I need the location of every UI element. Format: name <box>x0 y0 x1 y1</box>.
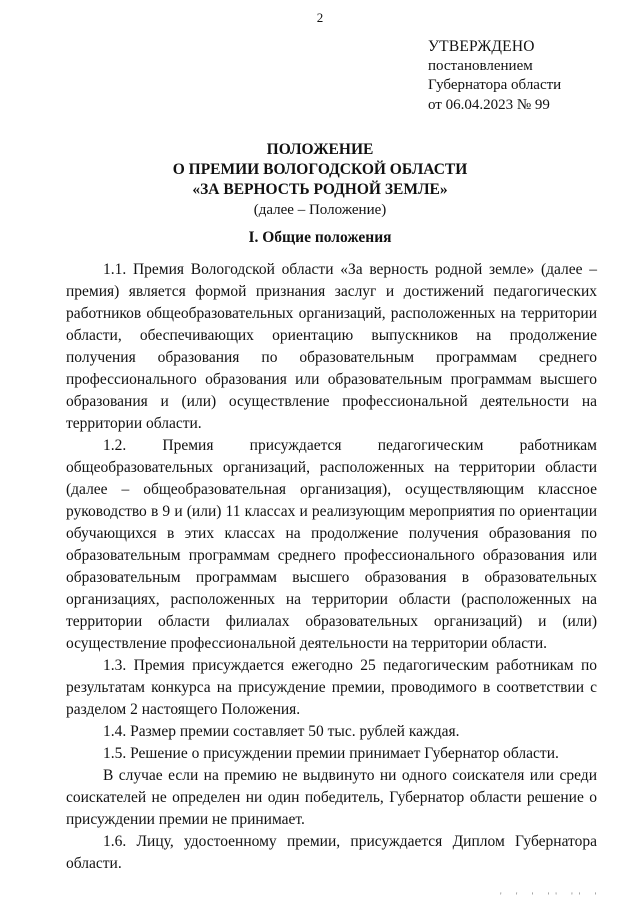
heading-line-3: «ЗА ВЕРНОСТЬ РОДНОЙ ЗЕМЛЕ» <box>192 181 448 198</box>
paragraph-1-4: 1.4. Размер премии составляет 50 тыс. рублей каждая. <box>103 723 460 740</box>
approval-title: УТВЕРЖДЕНО <box>428 38 535 55</box>
page-number: 2 <box>316 10 324 25</box>
scan-marks: ' ' ' '' '' ' <box>500 891 603 901</box>
document-heading <box>0 140 640 220</box>
approval-stamp <box>428 37 561 115</box>
paragraph-1-3: 1.3. Премия присуждается ежегодно 25 педагогическим работникам по результатам конкурса на присуждение премии, проводимого в соответствии с разделом 2 настоящего Положения. <box>66 657 597 718</box>
heading-line-1: ПОЛОЖЕНИЕ <box>266 141 374 158</box>
section-title: I. Общие положения <box>248 229 392 246</box>
heading-line-2: О ПРЕМИИ ВОЛОГОДСКОЙ ОБЛАСТИ <box>172 161 468 178</box>
paragraph-1-1: 1.1. Премия Вологодской области «За верность родной земле» (далее – премия) является формой признания заслуг и достижений педагогических работников общеобразовательных организаций, расположенных на территории области, обеспечивающих ориентацию выпускников на продолжение получения образования по образовательным программам среднего профессионального образования или образовательным программам высшего образования и (или) осуществление профессиональной деятельности на территории области. <box>66 261 597 432</box>
approval-line-1: постановлением <box>428 57 533 74</box>
approval-line-3: от 06.04.2023 № 99 <box>428 96 550 113</box>
paragraph-1-5-continued: В случае если на премию не выдвинуто ни одного соискателя или среди соискателей не определен ни один победитель, Губернатор области решение о присуждении премии не принимает. <box>66 767 597 828</box>
paragraph-1-6: 1.6. Лицу, удостоенному премии, присуждается Диплом Губернатора области. <box>66 833 597 872</box>
heading-note: (далее – Положение) <box>253 202 387 218</box>
document-body <box>66 259 597 875</box>
paragraph-1-5: 1.5. Решение о присуждении премии принимает Губернатор области. <box>103 745 559 762</box>
approval-line-2: Губернатора области <box>428 77 562 93</box>
paragraph-1-2: 1.2. Премия присуждается педагогическим работникам общеобразовательных организаций, расположенных на территории области (далее – общеобразовательная организация), осуществляющим классное руководство в 9 и (или) 11 классах и реализующим мероприятия по ориентации обучающихся в этих классах на продолжение получения образования по образовательным программам среднего профессионального образования или образовательным программам высшего образования в образовательных организациях, расположенных на территории области (расположенных на территории области филиалах образовательных организаций) и (или) осуществление профессиональной деятельности на территории области. <box>66 437 597 652</box>
